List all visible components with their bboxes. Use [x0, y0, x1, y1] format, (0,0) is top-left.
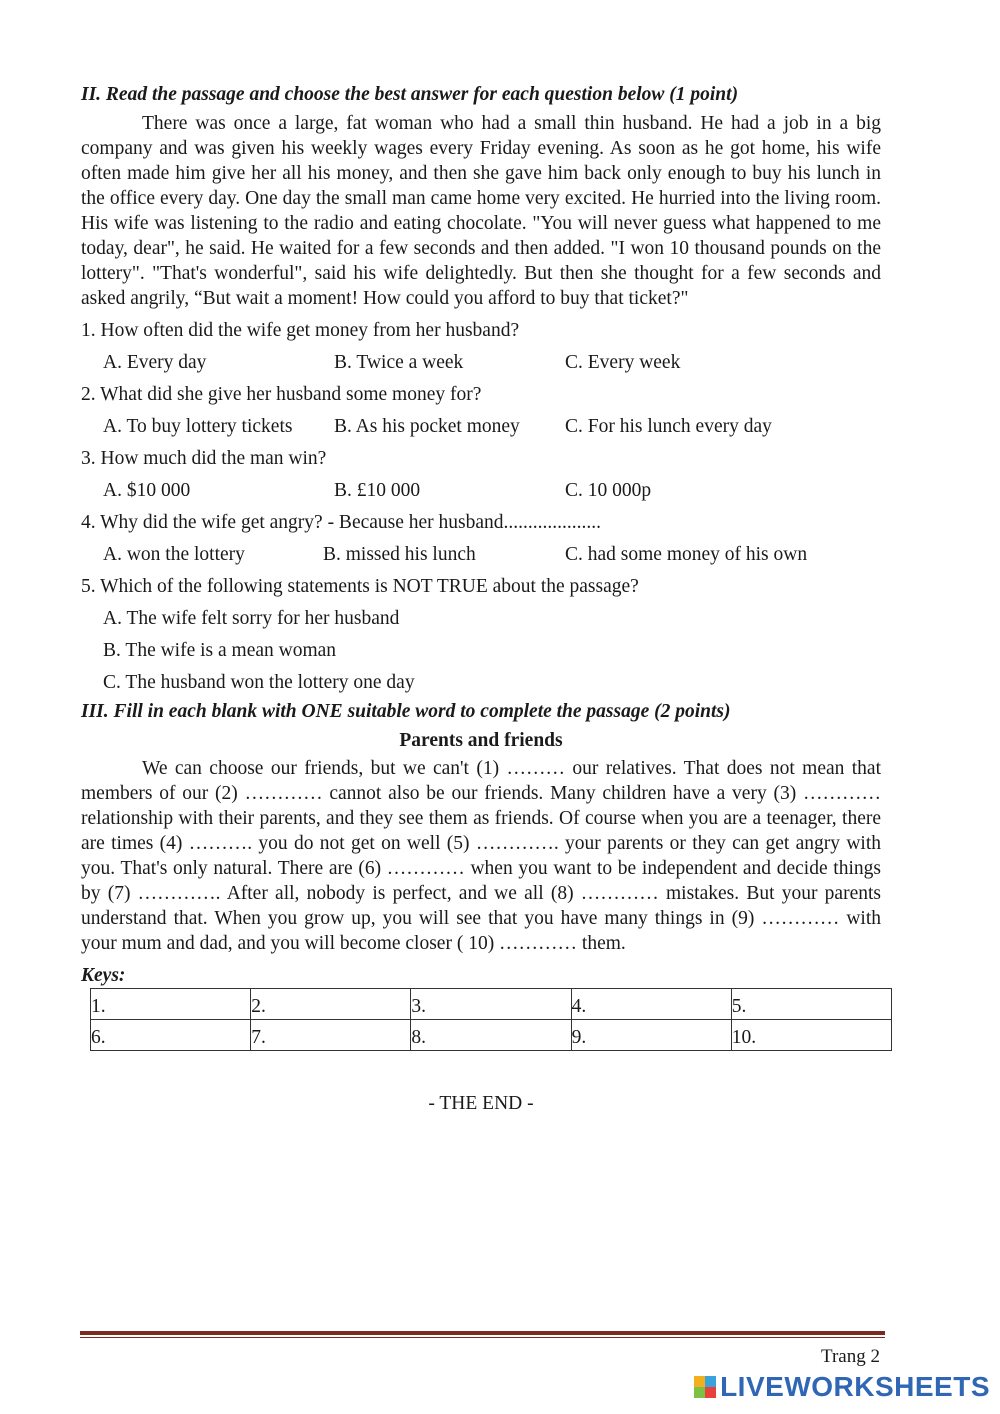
option-c[interactable]: C. For his lunch every day — [565, 416, 772, 437]
answer-cell-1[interactable]: 1. — [91, 989, 251, 1020]
cloze-passage: We can choose our friends, but we can't (1) ……… our relatives. That does not mean that members of our (2) ………… cannot also be our friends. Many children have a very (3) ………… relationship with their parents, and they see them as friends. Of course when you are a teenager, there are times (4) ………. you do not get on well (5) …………. your parents or they can get angry with you. That's only natural. There are (6) ………… when you want to be independent and decide things by (7) …………. After all, nobody is perfect, and we all (8) ………… mistakes. But your parents understand that. When you grow up, you will see that you have many things in (9) ………… with your mum and dad, and you will become closer ( 10) ………… them. — [81, 758, 881, 954]
brand-name: LIVEWORKSHEETS — [720, 1371, 990, 1402]
question-2 — [81, 382, 881, 439]
option-a[interactable]: A. The wife felt sorry for her husband — [103, 608, 400, 629]
question-5 — [81, 574, 881, 695]
answer-cell-4[interactable]: 4. — [571, 989, 731, 1020]
answer-cell-2[interactable]: 2. — [251, 989, 411, 1020]
question-text: 3. How much did the man win? — [81, 448, 327, 469]
answer-cell-3[interactable]: 3. — [411, 989, 571, 1020]
option-c[interactable]: C. Every week — [565, 352, 681, 373]
option-b[interactable]: B. missed his lunch — [323, 544, 476, 565]
question-text: 4. Why did the wife get angry? - Because her husband.................... — [81, 512, 602, 533]
option-c[interactable]: C. had some money of his own — [565, 544, 808, 565]
footer-divider-thick — [80, 1331, 885, 1335]
the-end: - THE END - — [428, 1093, 534, 1114]
table-row — [91, 1020, 892, 1051]
answer-cell-6[interactable]: 6. — [91, 1020, 251, 1051]
section-2-heading: II. Read the passage and choose the best answer for each question below (1 point) — [81, 84, 739, 105]
question-text: 2. What did she give her husband some money for? — [81, 384, 482, 405]
option-b[interactable]: B. The wife is a mean woman — [103, 640, 337, 661]
option-c[interactable]: C. The husband won the lottery one day — [103, 672, 415, 693]
question-text: 5. Which of the following statements is NOT TRUE about the passage? — [81, 576, 639, 597]
option-c[interactable]: C. 10 000p — [565, 480, 652, 501]
option-b[interactable]: B. £10 000 — [334, 480, 421, 501]
option-b[interactable]: B. As his pocket money — [334, 416, 520, 437]
option-a[interactable]: A. $10 000 — [103, 480, 191, 501]
liveworksheets-logo — [694, 1371, 990, 1402]
option-a[interactable]: A. To buy lottery tickets — [103, 416, 293, 437]
keys-label: Keys: — [81, 965, 126, 986]
answer-cell-7[interactable]: 7. — [251, 1020, 411, 1051]
answer-cell-10[interactable]: 10. — [731, 1020, 891, 1051]
question-3 — [81, 446, 881, 503]
table-row — [91, 989, 892, 1020]
question-text: 1. How often did the wife get money from her husband? — [81, 320, 520, 341]
footer-divider — [80, 1331, 885, 1338]
question-4 — [81, 510, 881, 567]
liveworksheets-logo-icon — [694, 1376, 716, 1398]
option-b[interactable]: B. Twice a week — [334, 352, 464, 373]
option-a[interactable]: A. won the lottery — [103, 544, 245, 565]
question-1 — [81, 318, 881, 375]
answer-key-table — [90, 988, 892, 1051]
passage-title: Parents and friends — [399, 730, 563, 751]
worksheet-page — [81, 82, 881, 1116]
reading-passage: There was once a large, fat woman who had a small thin husband. He had a job in a big company and was given his weekly wages every Friday evening. As soon as he got home, his wife often made him give her all his money, and then she gave him back only enough to buy his lunch in the office every day. One day the small man came home very excited. He hurried into the living room. His wife was listening to the radio and eating chocolate. "You will never guess what happened to me today, dear", he said. He waited for a few seconds and then added. "I won 10 thousand pounds on the lottery". "That's wonderful", said his wife delightedly. But then she thought for a few seconds and asked angrily, “But wait a moment! How could you afford to buy that ticket?" — [81, 113, 881, 309]
footer-divider-thin — [80, 1337, 885, 1338]
answer-cell-8[interactable]: 8. — [411, 1020, 571, 1051]
answer-cell-9[interactable]: 9. — [571, 1020, 731, 1051]
section-3-heading: III. Fill in each blank with ONE suitable word to complete the passage (2 points) — [81, 701, 731, 722]
option-a[interactable]: A. Every day — [103, 352, 207, 373]
page-number: Trang 2 — [821, 1346, 880, 1367]
answer-cell-5[interactable]: 5. — [731, 989, 891, 1020]
